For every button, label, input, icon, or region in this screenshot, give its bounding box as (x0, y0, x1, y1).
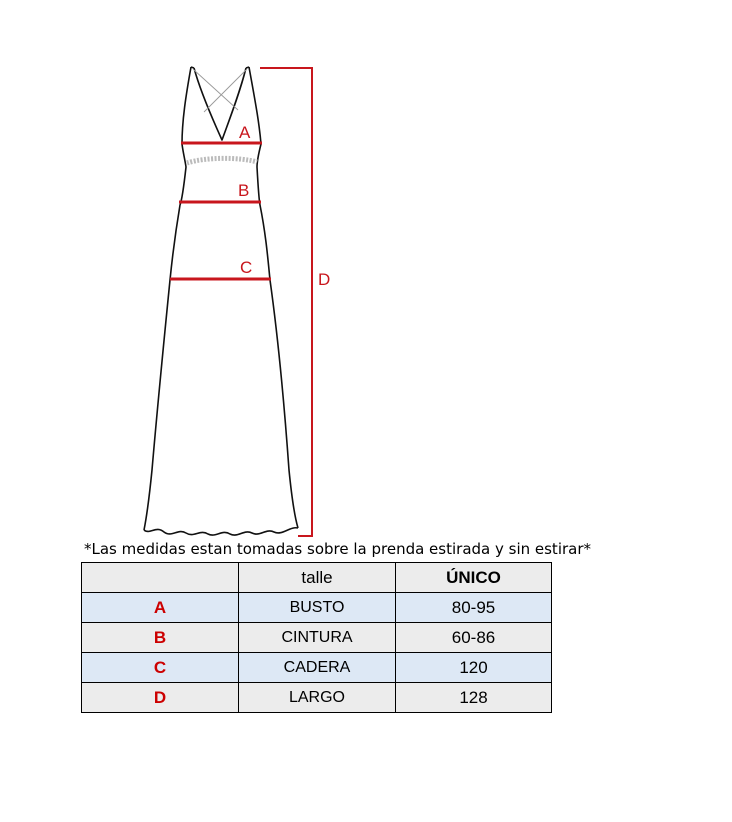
header-talle: talle (239, 563, 396, 593)
row-value: 80-95 (396, 593, 552, 623)
waistband (187, 158, 257, 163)
table-header-row (82, 563, 552, 593)
row-value: 128 (396, 683, 552, 713)
table-row (82, 683, 552, 713)
row-value: 60-86 (396, 623, 552, 653)
table-row (82, 653, 552, 683)
row-measure-name: CINTURA (239, 623, 396, 653)
label-b: B (238, 181, 250, 200)
row-value: 120 (396, 653, 552, 683)
measurement-note: *Las medidas estan tomadas sobre la prenda estirada y sin estirar* (84, 540, 592, 558)
table-row (82, 623, 552, 653)
measure-bracket-d (260, 68, 312, 536)
row-letter: A (82, 593, 239, 623)
row-letter: C (82, 653, 239, 683)
label-a: A (239, 123, 251, 142)
label-d: D (318, 270, 331, 289)
header-size-unico: ÚNICO (396, 563, 552, 593)
header-empty-cell (82, 563, 239, 593)
row-measure-name: CADERA (239, 653, 396, 683)
size-table (81, 562, 552, 713)
dress-outline (144, 67, 298, 535)
label-c: C (240, 258, 253, 277)
row-measure-name: LARGO (239, 683, 396, 713)
row-letter: D (82, 683, 239, 713)
row-measure-name: BUSTO (239, 593, 396, 623)
table-row (82, 593, 552, 623)
row-letter: B (82, 623, 239, 653)
